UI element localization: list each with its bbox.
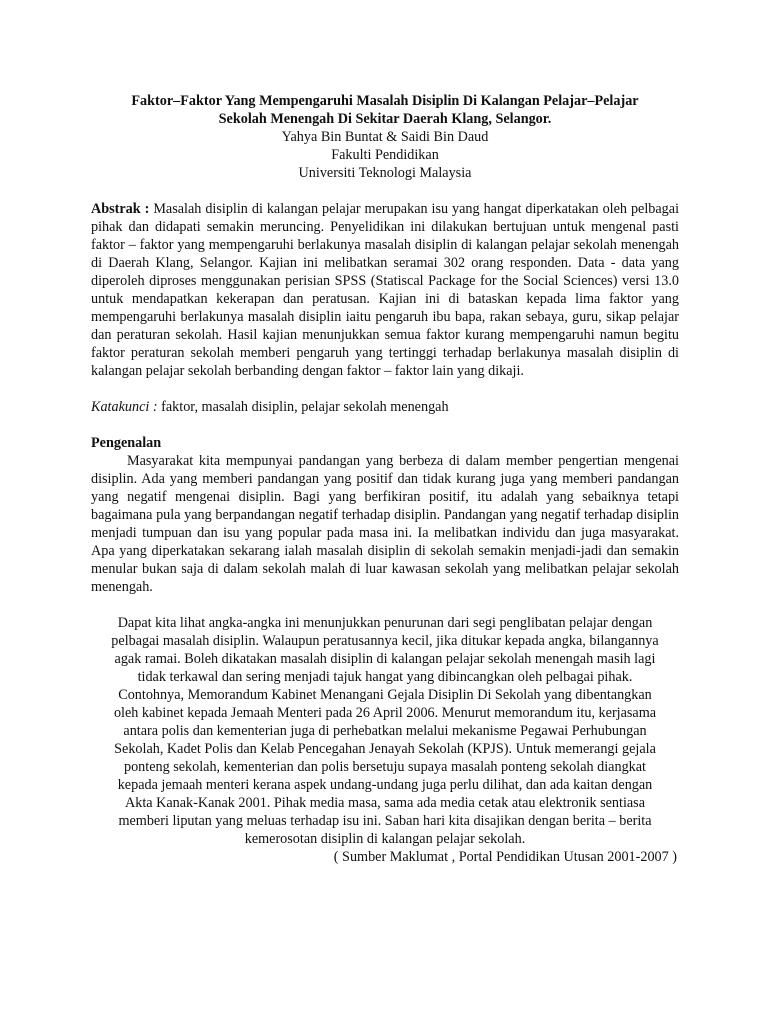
paper-authors: Yahya Bin Buntat & Saidi Bin Daud	[281, 129, 489, 145]
paper-title-line-1: Faktor–Faktor Yang Mempengaruhi Masalah Disiplin Di Kalangan Pelajar–Pelajar	[131, 93, 639, 109]
quoted-passage	[91, 614, 679, 848]
introduction-paragraph	[91, 452, 679, 596]
paper-faculty: Fakulti Pendidikan	[331, 147, 439, 163]
quote-line: pelbagai masalah disiplin. Walaupun peratusannya kecil, jika ditukar kepada angka, bilangannya	[111, 633, 659, 649]
keywords-label: Katakunci :	[91, 399, 158, 415]
document-page	[91, 92, 679, 866]
quote-source: ( Sumber Maklumat , Portal Pendidikan Utusan 2001-2007 )	[333, 849, 677, 865]
keywords-text: faktor, masalah disiplin, pelajar sekolah menengah	[161, 399, 449, 415]
abstract-label: Abstrak :	[91, 201, 150, 217]
quote-line: agak ramai. Boleh dikatakan masalah disiplin di kalangan pelajar sekolah menengah masih lagi	[114, 651, 656, 667]
quote-line: tidak terkawal dan sering menjadi tajuk hangat yang dibincangkan oleh pelbagai pihak.	[137, 669, 633, 685]
paper-header	[91, 92, 679, 182]
quote-line: Akta Kanak-Kanak 2001. Pihak media masa, sama ada media cetak atau elektronik sentiasa	[124, 795, 645, 811]
quote-line: kemerosotan disiplin di kalangan pelajar sekolah.	[244, 831, 526, 847]
quote-line: antara polis dan kementerian juga di perhebatkan melalui mekanisme Pegawai Perhubungan	[123, 723, 647, 739]
quote-line: Contohnya, Memorandum Kabinet Menangani Gejala Disiplin Di Sekolah yang dibentangkan	[118, 687, 652, 703]
quote-line: Dapat kita lihat angka-angka ini menunjukkan penurunan dari segi penglibatan pelajar dengan	[117, 615, 653, 631]
quote-line: oleh kabinet kepada Jemaah Menteri pada 26 April 2006. Menurut memorandum itu, kerjasama	[113, 705, 657, 721]
paper-title-line-2: Sekolah Menengah Di Sekitar Daerah Klang, Selangor.	[218, 111, 552, 127]
introduction-heading: Pengenalan	[91, 435, 162, 451]
abstract-section	[91, 200, 679, 380]
quote-line: memberi liputan yang meluas terhadap isu ini. Saban hari kita disajikan dengan berita – berita	[118, 813, 652, 829]
keywords-section	[91, 398, 679, 416]
abstract-text: Masalah disiplin di kalangan pelajar merupakan isu yang hangat diperkatakan oleh pelbagai pihak dan didapati semakin meruncing. Penyelidikan ini dilakukan bertujuan untuk mengenal pasti faktor – faktor yang mempengaruhi berlakunya masalah disiplin di kalangan pelajar sekolah menengah di Daerah Klang, Selangor. Kajian ini melibatkan seramai 302 orang responden. Data - data yang diperoleh diproses menggunakan perisian SPSS (Statiscal Package for the Social Sciences) versi 13.0 untuk mendapatkan kekerapan dan peratusan. Kajian ini di bataskan kepada lima faktor yang mempengaruhi berlakunya masalah disiplin iaitu pengaruh ibu bapa, rakan sebaya, guru, sikap pelajar dan peraturan sekolah. Hasil kajian menunjukkan semua faktor kurang mempengaruhi namun begitu faktor peraturan sekolah memberi pengaruh yang tertinggi terhadap berlakunya masalah disiplin di kalangan pelajar sekolah berbanding dengan faktor – faktor lain yang dikaji.	[91, 201, 680, 379]
introduction-paragraph-text: Masyarakat kita mempunyai pandangan yang berbeza di dalam member pengertian mengenai disiplin. Ada yang memberi pandangan yang positif dan tidak kurang juga yang memberi pandangan yang negatif mengenai disiplin. Bagi yang berfikiran positif, itu adalah yang sebaiknya tetapi bagaimana pula yang berpandangan negatif terhadap disiplin. Pandangan yang negatif terhadap disiplin menjadi tumpuan dan isu yang popular pada masa ini. Ia melibatkan individu dan juga masyarakat. Apa yang diperkatakan sekarang ialah masalah disiplin di sekolah semakin menjadi-jadi dan semakin menular bukan saja di dalam sekolah malah di luar kawasan sekolah yang melibatkan pelajar sekolah menengah.	[91, 453, 679, 595]
paper-university: Universiti Teknologi Malaysia	[298, 165, 472, 181]
quote-line: Sekolah, Kadet Polis dan Kelab Pencegahan Jenayah Sekolah (KPJS). Untuk memerangi gejala	[114, 741, 656, 757]
quote-line: ponteng sekolah, kementerian dan polis bersetuju supaya masalah ponteng sekolah diangkat	[123, 759, 647, 775]
quote-line: kepada jemaah menteri kerana aspek undang-undang juga perlu dilihat, dan ada kaitan dengan	[117, 777, 653, 793]
